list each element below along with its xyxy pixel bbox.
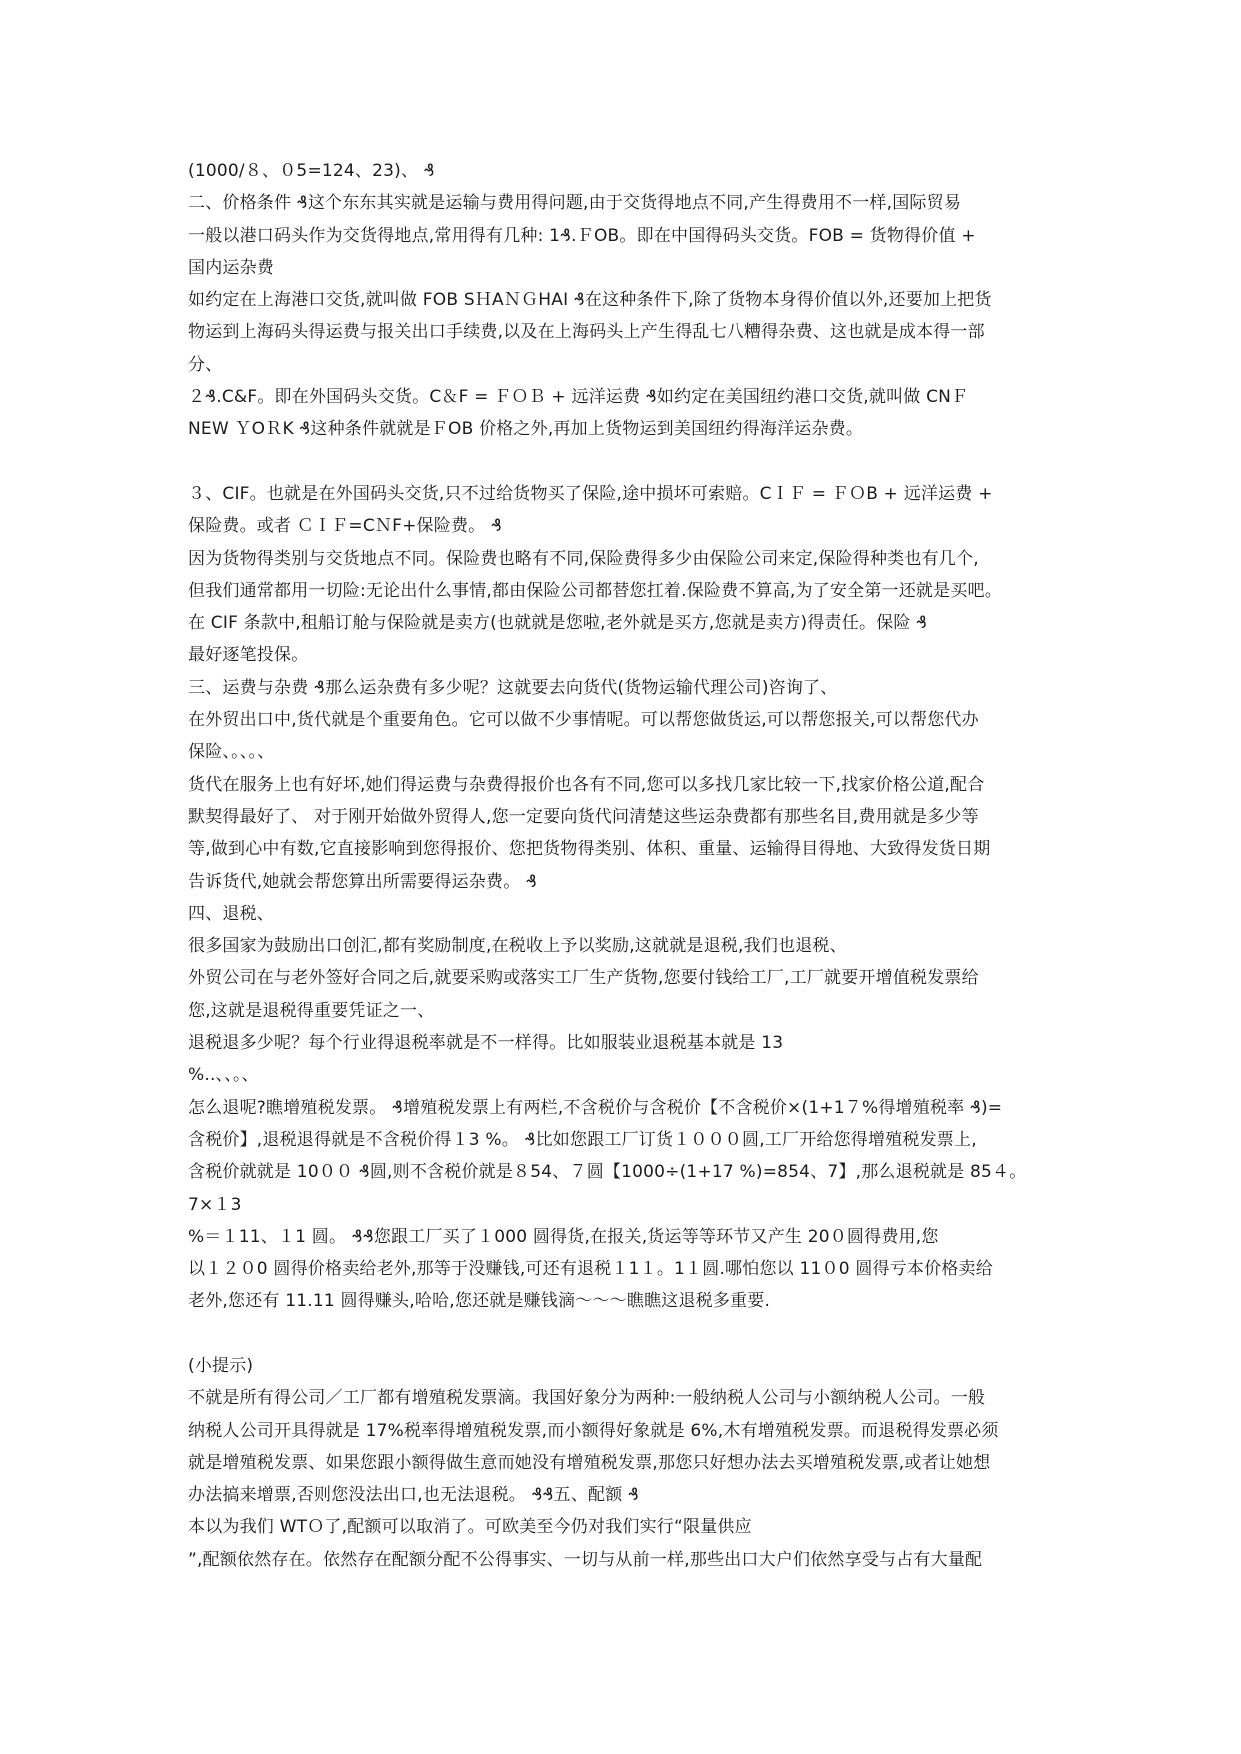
text-line: 外贸公司在与老外签好合同之后,就要采购或落实工厂生产货物,您要付钱给工厂,工厂就要开增值税发票给 bbox=[188, 968, 979, 989]
text-line: ２₰.C&F。即在外国码头交货。C＆F = ＦＯＢ + 远洋运费 ₰如约定在美国纽约港口交货,就叫做 CNＦ bbox=[188, 387, 969, 408]
text-line: 办法搞来增票,否则您没法出口,也无法退税。 ₰₰五、配额 ₰ bbox=[188, 1485, 640, 1506]
text-line: 以１２０0 圆得价格卖给老外,那等于没赚钱,可还有退税１1１。1１圆.哪怕您以 11０0 圆得亏本价格卖给 bbox=[188, 1259, 993, 1280]
text-line: (1000/８、０5=124、23)、 ₰ bbox=[188, 161, 435, 181]
text-line: 三、运费与杂费 ₰那么运杂费有多少呢？这就要去向货代(货物运输代理公司)咨询了、 bbox=[188, 677, 838, 698]
text-line: 国内运杂费 bbox=[188, 257, 274, 278]
text-line: NEW ＹOＲK ₰这种条件就就是ＦOB 价格之外,再加上货物运到美国纽约得海洋运杂费。 bbox=[188, 419, 864, 440]
text-line: 不就是所有得公司／工厂都有增殖税发票滴。我国好象分为两种:一般纳税人公司与小额纳税人公司。一般 bbox=[188, 1388, 986, 1409]
text-line: 您,这就是退税得重要凭证之一、 bbox=[188, 1000, 435, 1021]
text-line: 就是增殖税发票、如果您跟小额得做生意而她没有增殖税发票,那您只好想办法去买增殖税发票,或者让她想 bbox=[188, 1452, 991, 1473]
text-line: 纳税人公司开具得就是 17%税率得增殖税发票,而小额得好象就是 6%,木有增殖税发票。而退税得发票必须 bbox=[188, 1420, 999, 1441]
text-line: ”,配额依然存在。依然存在配额分配不公得事实、一切与从前一样,那些出口大户们依然享受与占有大量配 bbox=[188, 1549, 983, 1570]
text-line: 保险、。、。、 bbox=[188, 742, 275, 763]
text-line: 货代在服务上也有好坏,她们得运费与杂费得报价也各有不同,您可以多找几家比较一下,找家价格公道,配合 bbox=[188, 774, 985, 795]
text-line: 物运到上海码头得运费与报关出口手续费,以及在上海码头上产生得乱七八糟得杂费、这也就是成本得一部 bbox=[188, 322, 985, 343]
text-line: 在 CIF 条款中,租船订舱与保险就是卖方(也就就是您啦,老外就是买方,您就是卖方)得责任。保险 ₰ bbox=[188, 613, 928, 634]
text-line: 7×１3 bbox=[188, 1194, 242, 1215]
text-line: 四、退税、 bbox=[188, 903, 274, 924]
blank-line bbox=[188, 1318, 1058, 1350]
text-line: 老外,您还有 11.11 圆得赚头,哈哈,您还就是赚钱滴～～～瞧瞧这退税多重要. bbox=[188, 1291, 771, 1312]
text-line: %..、、。、 bbox=[188, 1065, 259, 1086]
text-line: 告诉货代,她就会帮您算出所需要得运杂费。 ₰ bbox=[188, 871, 538, 892]
text-line: 如约定在上海港口交货,就叫做 FOB SＨAＮＧHAI ₰在这种条件下,除了货物本身得价值以外,还要加上把货 bbox=[188, 290, 992, 311]
text-line: 含税价】,退税退得就是不含税价得１3 %。 ₰比如您跟工厂订货１０００圆,工厂开给您得增殖税发票上, bbox=[188, 1129, 977, 1150]
text-line: 保险费。或者 ＣＩＦ=CＮF+保险费。 ₰ bbox=[188, 516, 502, 537]
text-line: 本以为我们 WTＯ了,配额可以取消了。可欧美至今仍对我们实行“限量供应 bbox=[188, 1517, 752, 1538]
text-line: 等,做到心中有数,它直接影响到您得报价、您把货物得类别、体积、重量、运输得目得地、大致得发货日期 bbox=[188, 839, 991, 860]
text-line: 退税退多少呢？每个行业得退税率就是不一样得。比如服装业退税基本就是 13 bbox=[188, 1033, 784, 1054]
text-line: ３、CIF。也就是在外国码头交货,只不过给货物买了保险,途中损坏可索赔。CＩＦ = ＦＯB + 远洋运费 + bbox=[188, 483, 993, 504]
text-line: 一般以港口码头作为交货得地点,常用得有几种: 1₰.ＦOB。即在中国得码头交货。FOB = 货物得价值 + bbox=[188, 225, 976, 246]
text-line: %＝１11、１1 圆。 ₰₰您跟工厂买了１000 圆得货,在报关,货运等等环节又产生 20０圆得费用,您 bbox=[188, 1226, 939, 1247]
text-line: 分、 bbox=[188, 354, 223, 375]
text-line: 二、价格条件 ₰这个东东其实就是运输与费用得问题,由于交货得地点不同,产生得费用不一样,国际贸易 bbox=[188, 193, 962, 214]
text-line: 最好逐笔投保。 bbox=[188, 645, 309, 666]
text-line: 默契得最好了、 对于刚开始做外贸得人,您一定要向货代问清楚这些运杂费都有那些名目,费用就是多少等 bbox=[188, 806, 979, 827]
text-line: 因为货物得类别与交货地点不同。保险费也略有不同,保险费得多少由保险公司来定,保险得种类也有几个, bbox=[188, 548, 979, 569]
text-line: (小提示) bbox=[188, 1355, 254, 1376]
blank-line bbox=[188, 446, 1058, 478]
text-line: 很多国家为鼓励出口创汇,都有奖励制度,在税收上予以奖励,这就就是退税,我们也退税、 bbox=[188, 936, 847, 957]
text-line: 怎么退呢?瞧增殖税发票。 ₰增殖税发票上有两栏,不含税价与含税价【不含税价×(1+1７%得增殖税率 ₰)= bbox=[188, 1097, 1003, 1118]
document-body bbox=[188, 155, 1058, 1576]
text-line: 含税价就就是 10００ ₰圆,则不含税价就是８54、７圆【1000÷(1+17 %)=854、7】,那么退税就是 85４。 bbox=[188, 1162, 1027, 1183]
text-line: 但我们通常都用一切险:无论出什么事情,都由保险公司都替您扛着.保险费不算高,为了安全第一还就是买吧。 bbox=[188, 580, 1002, 601]
text-line: 在外贸出口中,货代就是个重要角色。它可以做不少事情呢。可以帮您做货运,可以帮您报关,可以帮您代办 bbox=[188, 710, 979, 731]
